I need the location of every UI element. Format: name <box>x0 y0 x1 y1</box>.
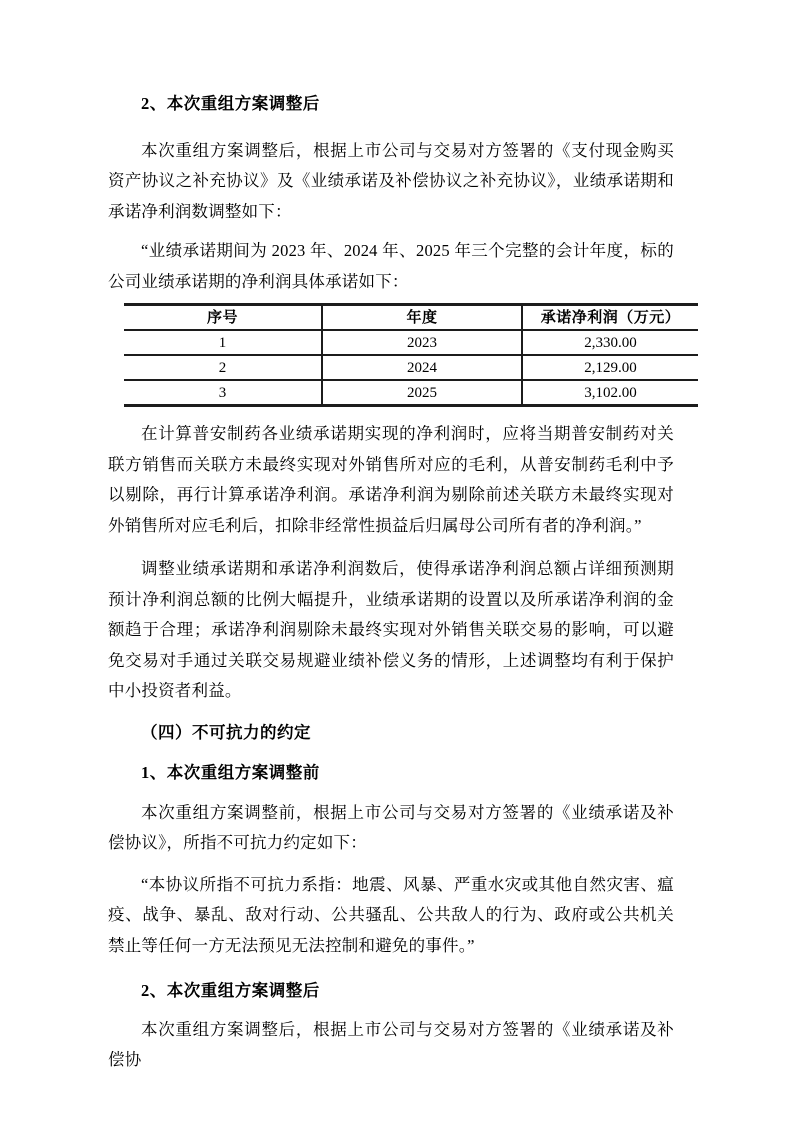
paragraph-after-adjustment-continued: 本次重组方案调整后，根据上市公司与交易对方签署的《业绩承诺及补偿协 <box>108 1019 674 1069</box>
table-header-net-profit: 承诺净利润（万元） <box>522 305 698 331</box>
paragraph-commitment-period: “业绩承诺期间为 2023 年、2024 年、2025 年三个完整的会计年度，标的公司业绩承诺期的净利润具体承诺如下： <box>108 241 674 291</box>
table-cell-net-profit: 3,102.00 <box>522 380 698 406</box>
table-cell-net-profit: 2,129.00 <box>522 355 698 380</box>
table-row <box>124 330 698 355</box>
table-cell-year: 2025 <box>322 380 522 406</box>
table-cell-year: 2023 <box>322 330 522 355</box>
table-cell-net-profit: 2,330.00 <box>522 330 698 355</box>
table-header-index: 序号 <box>206 309 238 326</box>
paragraph-before-adjustment-intro: 本次重组方案调整前，根据上市公司与交易对方签署的《业绩承诺及补偿协议》，所指不可抗力约定如下： <box>108 802 674 852</box>
heading-plan-after-adjustment-2: 2、本次重组方案调整后 <box>141 981 320 1000</box>
paragraph-force-majeure-definition: “本协议所指不可抗力系指：地震、风暴、严重水灾或其他自然灾害、瘟疫、战争、暴乱、敌对行动、公共骚乱、公共敌人的行为、政府或公共机关禁止等任何一方无法预见无法控制和避免的事件。” <box>108 874 674 955</box>
heading-force-majeure: （四）不可抗力的约定 <box>141 722 311 742</box>
paragraph-net-profit-calculation: 在计算普安制药各业绩承诺期实现的净利润时，应将当期普安制药对关联方销售而关联方未最终实现对外销售所对应的毛利，从普安制药毛利中予以剔除，再行计算承诺净利润。承诺净利润为剔除前述关联方未最终实现对外销售所对应毛利后，扣除非经常性损益后归属母公司所有者的净利润。” <box>108 424 674 535</box>
table-cell-index: 2 <box>124 355 322 380</box>
table-cell-year: 2024 <box>322 355 522 380</box>
table-row <box>124 380 698 406</box>
commitment-net-profit-table <box>124 303 698 407</box>
table-header-year: 年度 <box>322 305 522 331</box>
table-cell-index: 1 <box>124 330 322 355</box>
table-row <box>124 355 698 380</box>
paragraph-adjustment-after-intro: 本次重组方案调整后，根据上市公司与交易对方签署的《支付现金购买资产协议之补充协议》及《业绩承诺及补偿协议之补充协议》，业绩承诺期和承诺净利润数调整如下： <box>108 140 674 221</box>
table-header-row <box>124 305 698 331</box>
paragraph-adjustment-rationale: 调整业绩承诺期和承诺净利润数后，使得承诺净利润总额占详细预测期预计净利润总额的比例大幅提升，业绩承诺期的设置以及所承诺净利润的金额趋于合理；承诺净利润剔除未最终实现对外销售关联交易的影响，可以避免交易对手通过关联交易规避业绩补偿义务的情形，上述调整均有利于保护中小投资者利益。 <box>108 559 674 700</box>
heading-plan-before-adjustment: 1、本次重组方案调整前 <box>141 763 320 782</box>
heading-plan-after-adjustment-1: 2、本次重组方案调整后 <box>141 94 320 113</box>
table-cell-index: 3 <box>124 380 322 406</box>
